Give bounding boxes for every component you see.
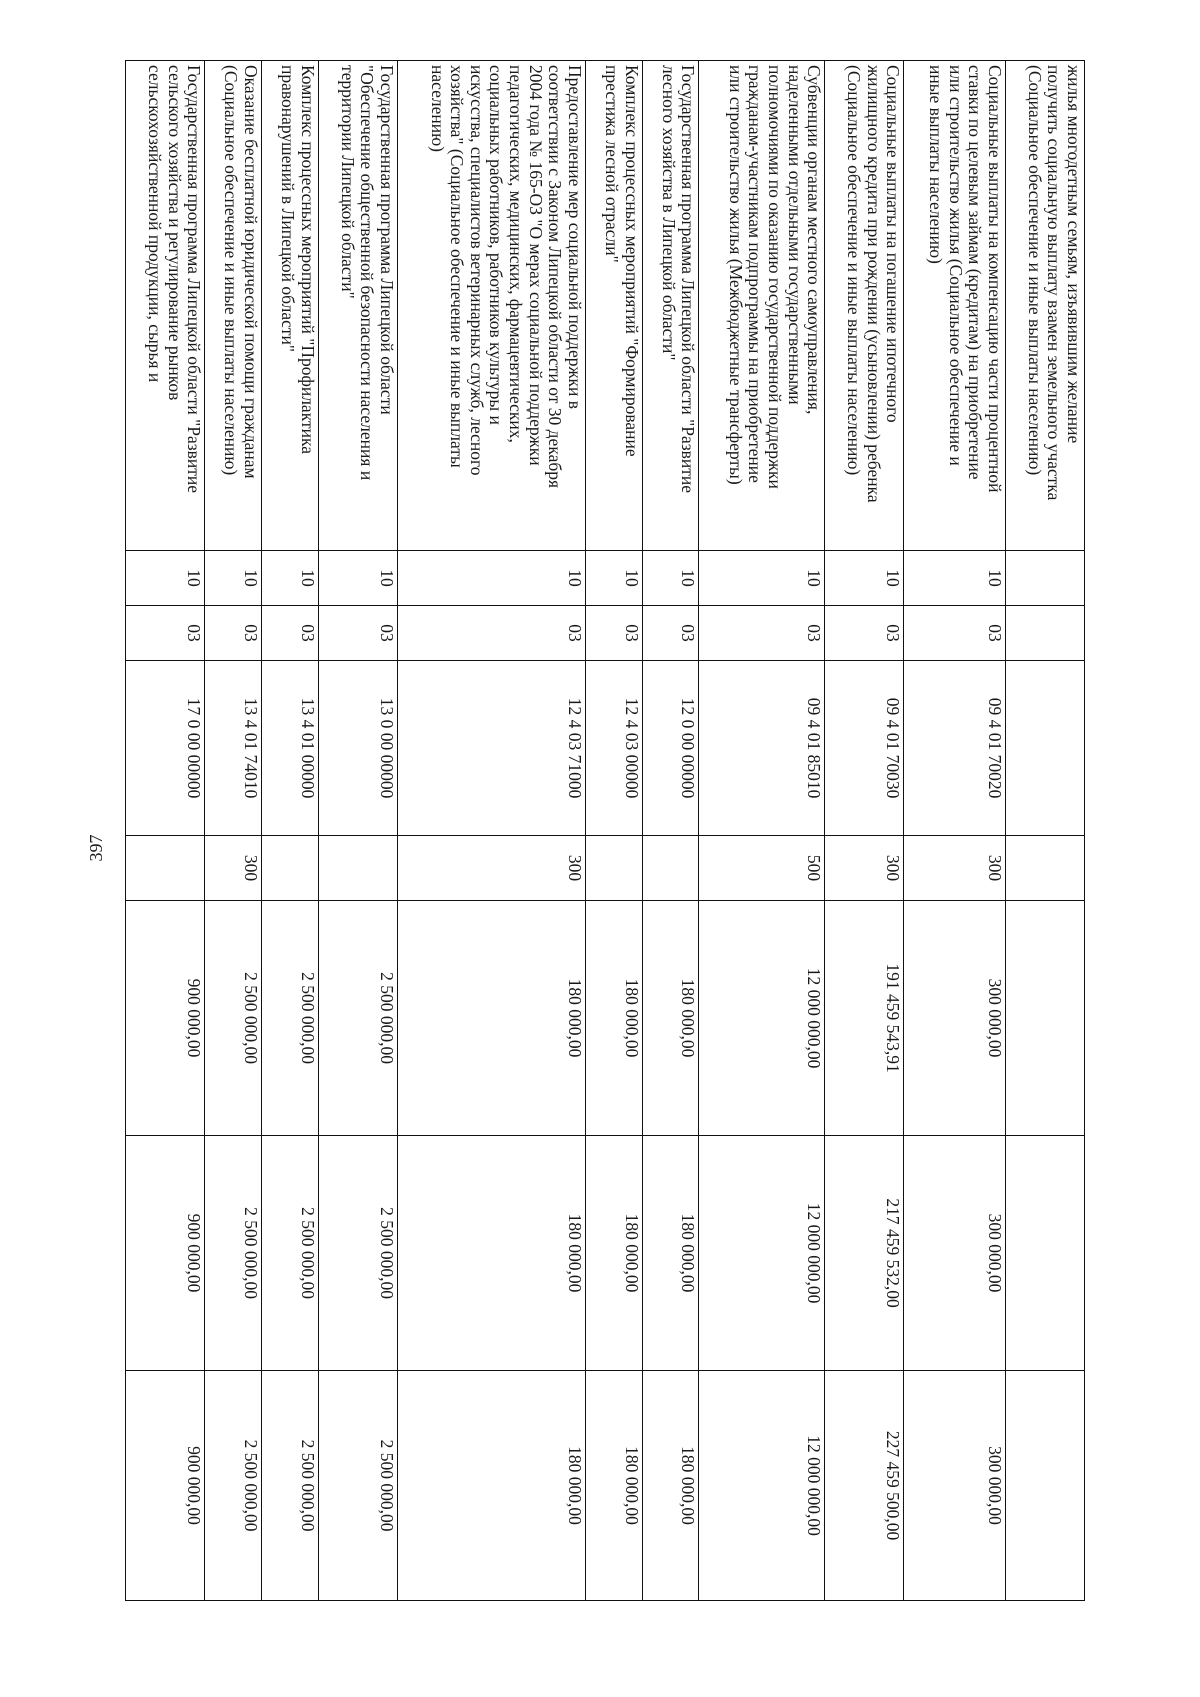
row-description: Комплекс процессных мероприятий "Профилактика правонарушений в Липецкой области" <box>262 61 319 551</box>
section-code: 10 <box>699 551 825 606</box>
section-code: 10 <box>398 551 586 606</box>
expense-type-code <box>262 836 319 901</box>
expense-type-code: 300 <box>904 836 1005 901</box>
target-article-code: 09 4 01 70030 <box>825 661 904 836</box>
target-article-code: 09 4 01 85010 <box>699 661 825 836</box>
target-article-code: 13 0 00 00000 <box>318 661 397 836</box>
section-code: 10 <box>642 551 699 606</box>
subsection-code: 03 <box>904 606 1005 661</box>
expense-type-code <box>318 836 397 901</box>
table-body <box>126 61 1085 1601</box>
amount-cell: 180 000,00 <box>642 1136 699 1371</box>
amount-cell <box>1005 1371 1084 1601</box>
section-code: 10 <box>205 551 262 606</box>
amount-cell: 12 000 000,00 <box>699 901 825 1136</box>
amount-cell: 180 000,00 <box>398 1371 586 1601</box>
subsection-code: 03 <box>205 606 262 661</box>
target-article-code: 12 0 00 00000 <box>642 661 699 836</box>
amount-cell: 180 000,00 <box>398 1136 586 1371</box>
table-row <box>126 61 205 1601</box>
amount-cell: 180 000,00 <box>398 901 586 1136</box>
subsection-code: 03 <box>585 606 642 661</box>
section-code <box>1005 551 1084 606</box>
table-row <box>1005 61 1084 1601</box>
amount-cell: 2 500 000,00 <box>318 1371 397 1601</box>
expense-type-code: 500 <box>699 836 825 901</box>
amount-cell: 2 500 000,00 <box>318 901 397 1136</box>
row-description: Комплекс процессных мероприятий "Формирование престижа лесной отрасли" <box>585 61 642 551</box>
amount-cell: 180 000,00 <box>585 1136 642 1371</box>
amount-cell: 217 459 532,00 <box>825 1136 904 1371</box>
amount-cell: 2 500 000,00 <box>262 1136 319 1371</box>
section-code: 10 <box>126 551 205 606</box>
amount-cell: 2 500 000,00 <box>205 1136 262 1371</box>
table-row <box>398 61 586 1601</box>
amount-cell: 180 000,00 <box>642 1371 699 1601</box>
rotated-table-wrapper <box>125 60 1085 1600</box>
target-article-code: 17 0 00 00000 <box>126 661 205 836</box>
amount-cell: 2 500 000,00 <box>205 901 262 1136</box>
row-description: Социальные выплаты на погашение ипотечного жилищного кредита при рождении (усыновлении) ребенка (Социальное обеспечение и иные выплаты населению) <box>825 61 904 551</box>
expense-type-code: 300 <box>205 836 262 901</box>
table-row <box>825 61 904 1601</box>
amount-cell <box>1005 901 1084 1136</box>
table-row <box>904 61 1005 1601</box>
amount-cell: 900 000,00 <box>126 1371 205 1601</box>
amount-cell: 12 000 000,00 <box>699 1371 825 1601</box>
section-code: 10 <box>585 551 642 606</box>
amount-cell: 300 000,00 <box>904 1371 1005 1601</box>
row-description: Субвенции органам местного самоуправления, наделенными отдельными государственными полномочиями по оказанию государственной поддержки гражданам-участникам подпрограммы на приобретение или строительство жилья (Межбюджетные трансферты) <box>699 61 825 551</box>
row-description: жилья многодетным семьям, изъявившим желание получить социальную выплату взамен земельного участка (Социальное обеспечение и иные выплаты населению) <box>1005 61 1084 551</box>
amount-cell <box>1005 1136 1084 1371</box>
row-description: Социальные выплаты на компенсацию части процентной ставки по целевым займам (кредитам) на приобретение или строительство жилья (Социальное обеспечение и иные выплаты населению) <box>904 61 1005 551</box>
subsection-code: 03 <box>262 606 319 661</box>
subsection-code: 03 <box>699 606 825 661</box>
table-row <box>262 61 319 1601</box>
amount-cell: 12 000 000,00 <box>699 1136 825 1371</box>
amount-cell: 180 000,00 <box>585 1371 642 1601</box>
target-article-code: 13 4 01 00000 <box>262 661 319 836</box>
row-description: Предоставление мер социальной поддержки в соответствии с Законом Липецкой области от 30 декабря 2004 года № 165-ОЗ "О мерах социальной поддержки педагогических, медицинских, фармацевтических, социальных работников, работников культуры и искусства, специалистов ветеринарных служб, лесного хозяйства" (Социальное обеспечение и иные выплаты населению) <box>398 61 586 551</box>
amount-cell: 2 500 000,00 <box>262 1371 319 1601</box>
target-article-code: 09 4 01 70020 <box>904 661 1005 836</box>
budget-table <box>125 60 1085 1601</box>
amount-cell: 2 500 000,00 <box>318 1136 397 1371</box>
expense-type-code: 300 <box>398 836 586 901</box>
section-code: 10 <box>262 551 319 606</box>
amount-cell: 180 000,00 <box>585 901 642 1136</box>
target-article-code: 13 4 01 74010 <box>205 661 262 836</box>
section-code: 10 <box>825 551 904 606</box>
row-description: Оказание бесплатной юридической помощи гражданам (Социальное обеспечение и иные выплаты населению) <box>205 61 262 551</box>
amount-cell: 900 000,00 <box>126 901 205 1136</box>
row-description: Государственная программа Липецкой области "Развитие лесного хозяйства в Липецкой области" <box>642 61 699 551</box>
subsection-code <box>1005 606 1084 661</box>
amount-cell: 900 000,00 <box>126 1136 205 1371</box>
target-article-code <box>1005 661 1084 836</box>
amount-cell: 300 000,00 <box>904 901 1005 1136</box>
row-description: Государственная программа Липецкой области "Обеспечение общественной безопасности населения и территории Липецкой области" <box>318 61 397 551</box>
table-row <box>318 61 397 1601</box>
table-row <box>205 61 262 1601</box>
page-number: 397 <box>85 834 106 862</box>
amount-cell: 227 459 500,00 <box>825 1371 904 1601</box>
amount-cell: 2 500 000,00 <box>205 1371 262 1601</box>
amount-cell: 191 459 543,91 <box>825 901 904 1136</box>
subsection-code: 03 <box>825 606 904 661</box>
section-code: 10 <box>318 551 397 606</box>
row-description: Государственная программа Липецкой области "Развитие сельского хозяйства и регулирование рынков сельскохозяйственной продукции, сырья и <box>126 61 205 551</box>
subsection-code: 03 <box>126 606 205 661</box>
amount-cell: 300 000,00 <box>904 1136 1005 1371</box>
amount-cell: 2 500 000,00 <box>262 901 319 1136</box>
table-row <box>585 61 642 1601</box>
table-row <box>699 61 825 1601</box>
subsection-code: 03 <box>318 606 397 661</box>
expense-type-code <box>585 836 642 901</box>
table-row <box>642 61 699 1601</box>
target-article-code: 12 4 03 71000 <box>398 661 586 836</box>
expense-type-code <box>126 836 205 901</box>
subsection-code: 03 <box>398 606 586 661</box>
amount-cell: 180 000,00 <box>642 901 699 1136</box>
expense-type-code <box>642 836 699 901</box>
section-code: 10 <box>904 551 1005 606</box>
expense-type-code: 300 <box>825 836 904 901</box>
expense-type-code <box>1005 836 1084 901</box>
subsection-code: 03 <box>642 606 699 661</box>
target-article-code: 12 4 03 00000 <box>585 661 642 836</box>
